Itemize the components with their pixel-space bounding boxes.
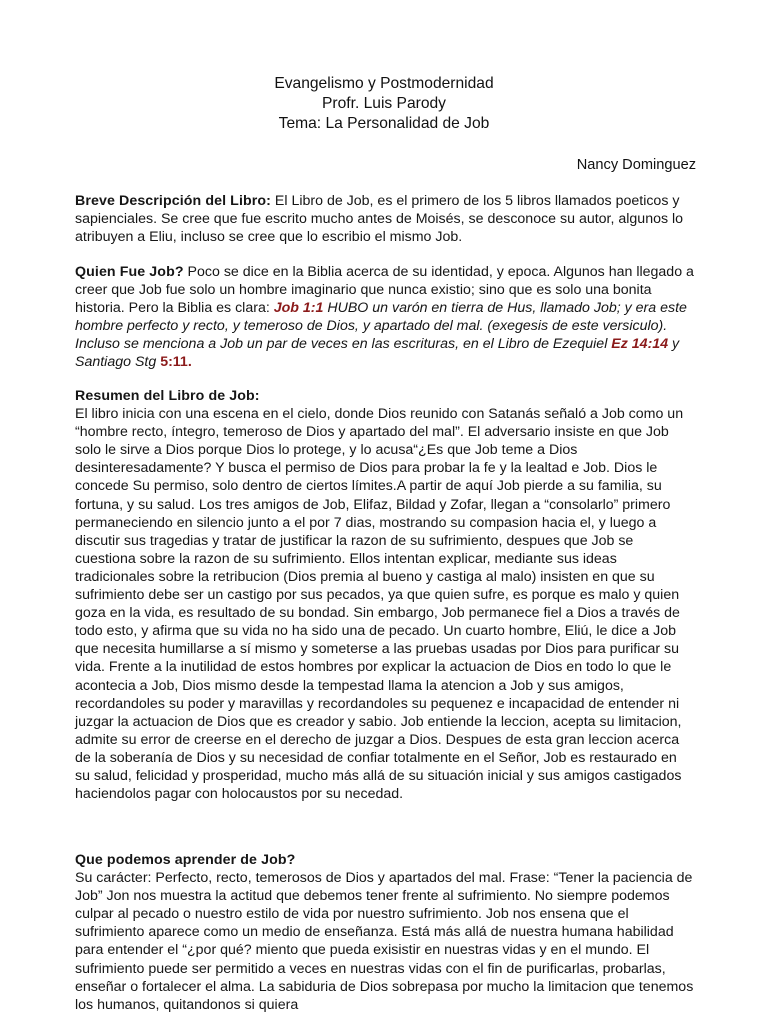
section-heading: Que podemos aprender de Job?	[75, 852, 296, 868]
section-heading: Resumen del Libro de Job:	[75, 388, 260, 404]
section-body: El libro inicia con una escena en el cielo, donde Dios reunido con Satanás señaló a Job como un “hombre recto, íntegro, temeroso de Dios y apartado del mal”. El adversario insiste en que Job solo le sirve a Dios porque Dios lo protege, y lo acusa“¿Es que Job teme a Dios desinteresadamente? Y busca el permiso de Dios para probar la fe y la lealtad e Job. Dios le concede Su permiso, solo dentro de ciertos límites.A partir de aquí Job pierde a su familia, su fortuna, y su salud. Los tres amigos de Job, Elifaz, Bildad y Zofar, llegan a “consolarlo” primero permaneciendo en silencio junto a el por 7 dias, mostrando su compasion hacia el, y luego a discutir sus tragedias y tratar de justificar la razon de su sufrimiento, despues que Job se cuestiona sobre la razon de su sufrimiento. Ellos intentan explicar, mediante sus ideas tradicionales sobre la retribucion (Dios premia al bueno y castiga al malo) insisten en que su sufrimiento debe ser un castigo por sus pecados, ya que quien sufre, es porque es malo y quien goza en la vida, es resultado de su bondad. Sin embargo, Job permanece fiel a Dios a través de todo esto, y afirma que su vida no ha sido una de pecado. Un cuarto hombre, Eliú, le dice a Job que necesita humillarse a sí mismo y someterse a las pruebas usadas por Dios para purificar su vida. Frente a la inutilidad de estos hombres por explicar la actuacion de Dios en todo lo que le acontecia a Job, Dios mismo desde la tempestad llama la atencion a Job y sus amigos, recordandoles su poder y maravillas y recordandoles su pequenez e incapacidad de entender ni juzgar la actuacion de Dios que es creador y sabio. Job entiende la leccion, acepta su limitacion, admite su error de creerse en el derecho de juzgar a Dios. Despues de esta gran leccion acerca de la soberanía de Dios y su necesidad de confiar totalmente en el Señor, Job es restaurado en su salud, felicidad y prosperidad, mucho más allá de su situación inicial y sus amigos castigados haciendolos pagar con holocaustos por su necedad.	[75, 406, 684, 803]
section-heading: Breve Descripción del Libro:	[75, 193, 271, 209]
course-title: Evangelismo y Postmodernidad	[274, 75, 494, 92]
document-title-block	[0, 74, 768, 134]
professor-name: Profr. Luis Parody	[322, 95, 446, 112]
section-heading: Quien Fue Job?	[75, 264, 184, 280]
sentence-end: .	[187, 354, 192, 371]
scripture-quote: HUBO un varón en tierra de Hus, llamado Job; y era este hombre perfecto y recto, y temeroso de Dios, y apartado del mal. (exegesis de este versiculo). Incluso se menciona a Job un par de veces en las escrituras, en el Libro de Ezequiel	[75, 300, 687, 353]
section-brief-description	[75, 192, 695, 246]
scripture-reference: Ez 14:14	[611, 336, 669, 353]
section-body: El Libro de Job, es el primero de los 5 libros llamados poeticos y sapienciales. Se cree que fue escrito mucho antes de Moisés, se desconoce su autor, algunos lo atribuyen a Eliu, incluso se cree que lo escribio el mismo Job.	[75, 193, 684, 246]
scripture-text: y Santiago Stg	[75, 336, 680, 371]
section-what-we-learn	[75, 851, 695, 1014]
scripture-reference: Job 1:1	[273, 300, 324, 317]
scripture-reference: 5:11	[160, 354, 188, 371]
section-book-summary	[75, 387, 695, 803]
section-body: Su carácter: Perfecto, recto, temerosos de Dios y apartados del mal. Frase: “Tener la paciencia de Job” Jon nos muestra la actitud que debemos tener frente al sufrimiento. No siempre podemos culpar al pecado o nuestro estilo de vida por nuestro sufrimiento. Job nos ensena que el sufrimiento aparece como un medio de enseñanza. Está más allá de nuestra humana habilidad para entender el “¿por qué? miento que pueda exisistir en nuestras vidas y en el mundo. El sufrimiento puede ser permitido a veces en nuestras vidas con el fin de purificarlas, probarlas, enseñar o fortalecer el alma. La sabiduria de Dios sobrepasa por mucho la limitacion que tenemos los humanos, quitandonos si quiera	[75, 870, 694, 1013]
topic-title: Tema: La Personalidad de Job	[278, 115, 490, 132]
author-name: Nancy Dominguez	[576, 157, 696, 173]
section-body: Poco se dice en la Biblia acerca de su identidad, y epoca. Algunos han llegado a creer que Job fue solo un hombre imaginario que nunca existio; sino que es solo una bonita historia. Pero la Biblia es clara:	[75, 264, 694, 317]
section-who-was-job	[75, 263, 695, 372]
